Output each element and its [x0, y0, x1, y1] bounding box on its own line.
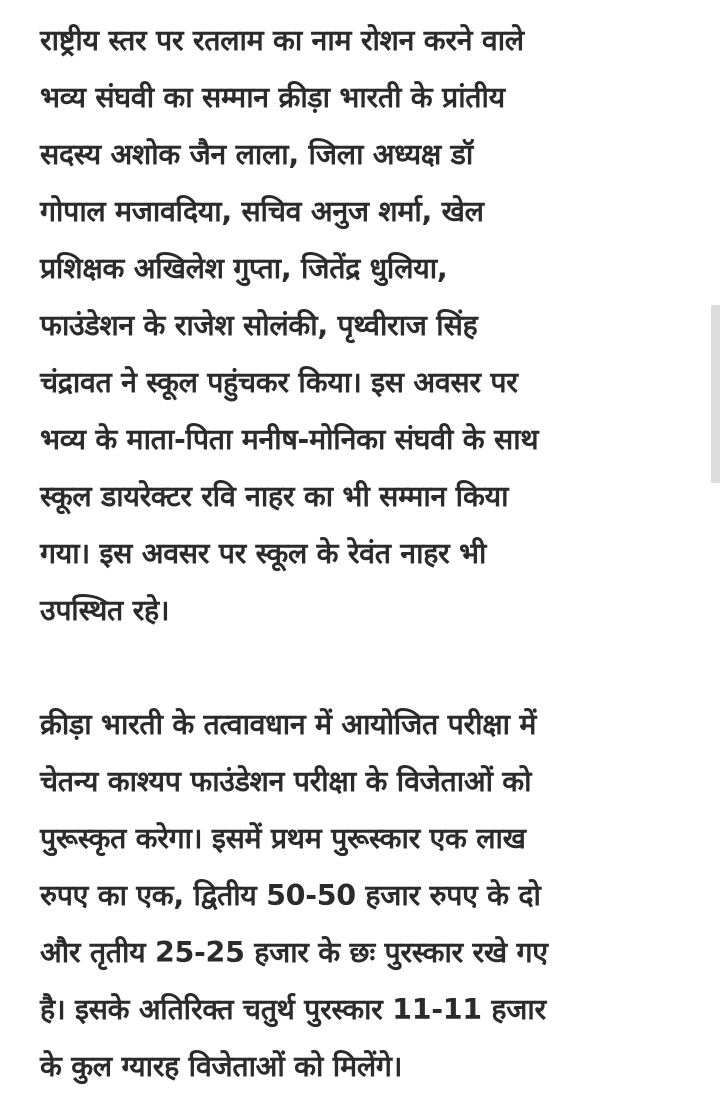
text-line: स्कूल डायरेक्टर रवि नाहर का भी सम्मान किया [40, 480, 509, 513]
text-line: पुरूस्कृत करेगा। इसमें प्रथम पुरूस्कार एक लाख [40, 822, 526, 855]
paragraph-spacer [40, 639, 690, 696]
article-paragraph-2 [40, 696, 690, 1095]
article-paragraph-1 [40, 12, 690, 639]
text-line: भव्य संघवी का सम्मान क्रीड़ा भारती के प्रांतीय [40, 81, 505, 114]
text-line: और तृतीय 25-25 हजार के छः पुरस्कार रखे गए [40, 936, 548, 969]
text-line: के कुल ग्यारह विजेताओं को मिलेंगे। [40, 1050, 403, 1083]
text-line: फाउंडेशन के राजेश सोलंकी, पृथ्वीराज सिंह [40, 309, 478, 342]
text-line: गोपाल मजावदिया, सचिव अनुज शर्मा, खेल [40, 195, 484, 228]
text-line: क्रीड़ा भारती के तत्वावधान में आयोजित परीक्षा में [40, 708, 537, 741]
text-line: गया। इस अवसर पर स्कूल के रेवंत नाहर भी [40, 537, 487, 570]
text-line: चंद्रावत ने स्कूल पहुंचकर किया। इस अवसर पर [40, 366, 518, 399]
text-line: रुपए का एक, द्वितीय 50-50 हजार रुपए के दो [40, 879, 541, 912]
article-body [40, 12, 690, 1095]
text-line: उपस्थित रहे। [40, 594, 170, 627]
text-line: है। इसके अतिरिक्त चतुर्थ पुरस्कार 11-11 हजार [40, 993, 546, 1026]
scrollbar-thumb[interactable] [711, 305, 720, 483]
text-line: प्रशिक्षक अखिलेश गुप्ता, जितेंद्र धुलिया, [40, 252, 448, 285]
text-line: चेतन्य काश्यप फाउंडेशन परीक्षा के विजेताओं को [40, 765, 532, 798]
text-line: भव्य के माता-पिता मनीष-मोनिका संघवी के साथ [40, 423, 539, 456]
text-line: सदस्य अशोक जैन लाला, जिला अध्यक्ष डॉ [40, 138, 473, 171]
text-line: राष्ट्रीय स्तर पर रतलाम का नाम रोशन करने वाले [40, 24, 524, 57]
